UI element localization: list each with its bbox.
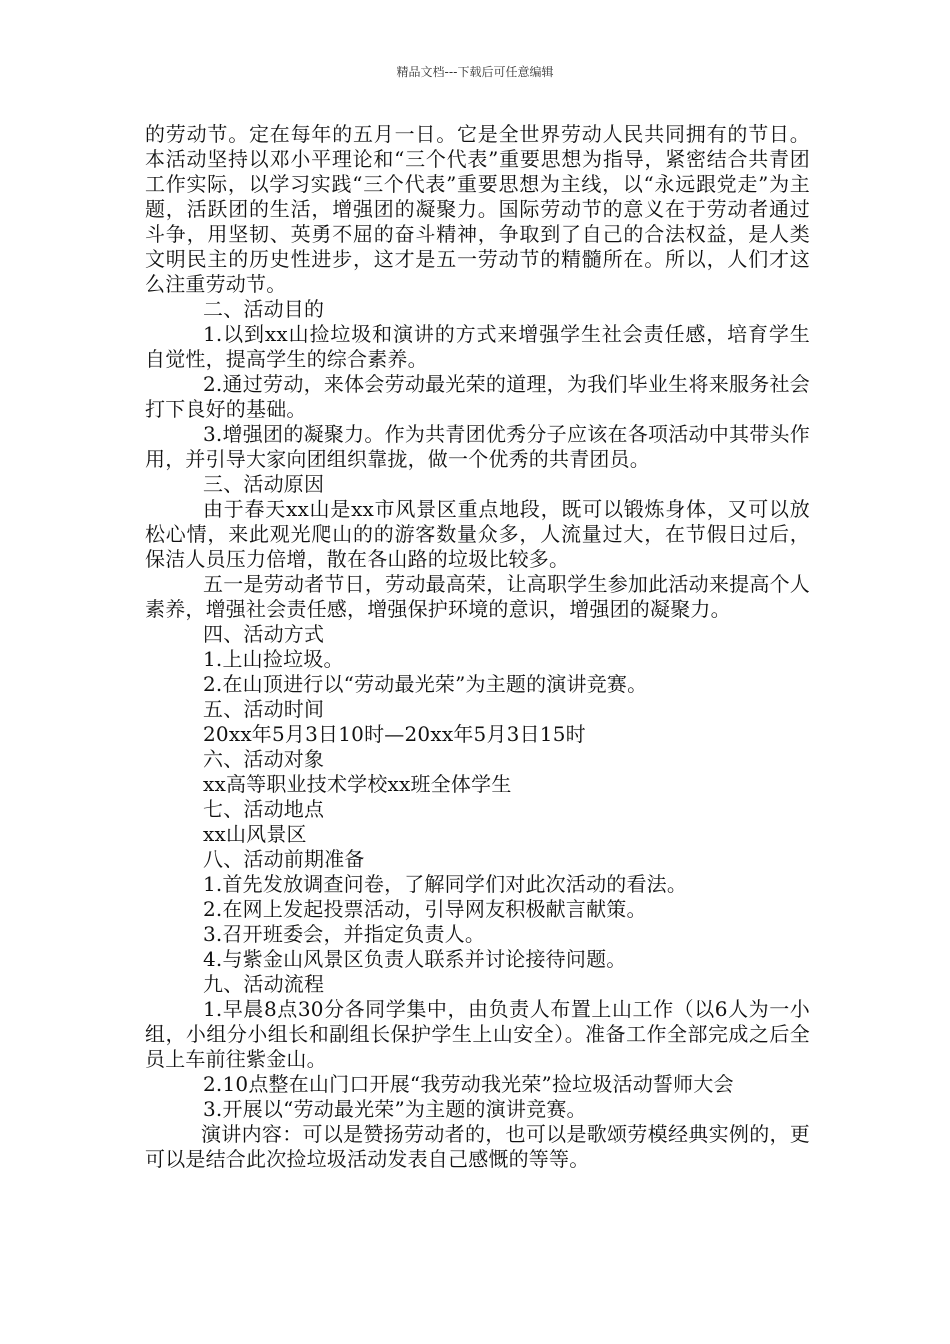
list-item: 1.早晨8点30分各同学集中，由负责人布置上山工作（以6人为一小组，小组分小组长和副组长保护学生上山安全）。准备工作全部完成之后全员上车前往紫金山。 (145, 997, 810, 1071)
list-item: 2.在山顶进行以“劳动最光荣”为主题的演讲竞赛。 (203, 672, 648, 696)
section-heading-method: 四、活动方式 (203, 622, 325, 646)
document-body (145, 122, 810, 1172)
paragraph: xx高等职业技术学校xx班全体学生 (203, 772, 512, 796)
section-heading-process: 九、活动流程 (203, 972, 325, 996)
list-item: 3.增强团的凝聚力。作为共青团优秀分子应该在各项活动中其带头作用，并引导大家向团组织靠拢，做一个优秀的共青团员。 (145, 422, 810, 471)
paragraph: xx山风景区 (203, 822, 307, 846)
list-item: 1.首先发放调查问卷，了解同学们对此次活动的看法。 (203, 872, 688, 896)
list-item: 1.以到xx山捡垃圾和演讲的方式来增强学生社会责任感，培育学生自觉性，提高学生的综合素养。 (145, 322, 810, 371)
list-item: 2.10点整在山门口开展“我劳动我光荣”捡垃圾活动誓师大会 (203, 1072, 734, 1096)
list-item: 4.与紫金山风景区负责人联系并讨论接待问题。 (203, 947, 627, 971)
paragraph: 五一是劳动者节日，劳动最高荣，让高职学生参加此活动来提高个人素养，增强社会责任感，增强保护环境的意识，增强团的凝聚力。 (145, 572, 810, 621)
paragraph: 20xx年5月3日10时—20xx年5月3日15时 (203, 722, 586, 746)
paragraph-intro: 的劳动节。定在每年的五月一日。它是全世界劳动人民共同拥有的节日。本活动坚持以邓小平理论和“三个代表”重要思想为指导，紧密结合共青团工作实际，以学习实践“三个代表”重要思想为主线，以“永远跟党走”为主题，活跃团的生活，增强团的凝聚力。国际劳动节的意义在于劳动者通过斗争，用坚韧、英勇不屈的奋斗精神，争取到了自己的合法权益，是人类文明民主的历史性进步，这才是五一劳动节的精髓所在。所以，人们才这么注重劳动节。 (145, 122, 810, 296)
paragraph: 演讲内容：可以是赞扬劳动者的，也可以是歌颂劳模经典实例的，更可以是结合此次捡垃圾活动发表自己感慨的等等。 (145, 1122, 810, 1171)
section-heading-location: 七、活动地点 (203, 797, 325, 821)
list-item: 3.召开班委会，并指定负责人。 (203, 922, 486, 946)
list-item: 1.上山捡垃圾。 (203, 647, 344, 671)
section-heading-audience: 六、活动对象 (203, 747, 325, 771)
section-heading-preparation: 八、活动前期准备 (203, 847, 365, 871)
list-item: 3.开展以“劳动最光荣”为主题的演讲竞赛。 (203, 1097, 587, 1121)
paragraph: 由于春天xx山是xx市风景区重点地段，既可以锻炼身体，又可以放松心情，来此观光爬山的的游客数量众多，人流量过大，在节假日过后，保洁人员压力倍增，散在各山路的垃圾比较多。 (145, 497, 810, 571)
list-item: 2.在网上发起投票活动，引导网友积极献言献策。 (203, 897, 647, 921)
section-heading-reason: 三、活动原因 (203, 472, 325, 496)
section-heading-purpose: 二、活动目的 (203, 297, 325, 321)
list-item: 2.通过劳动，来体会劳动最光荣的道理，为我们毕业生将来服务社会打下良好的基础。 (145, 372, 810, 421)
page-header: 精品文档---下载后可任意编辑 (396, 65, 554, 79)
section-heading-time: 五、活动时间 (203, 697, 325, 721)
